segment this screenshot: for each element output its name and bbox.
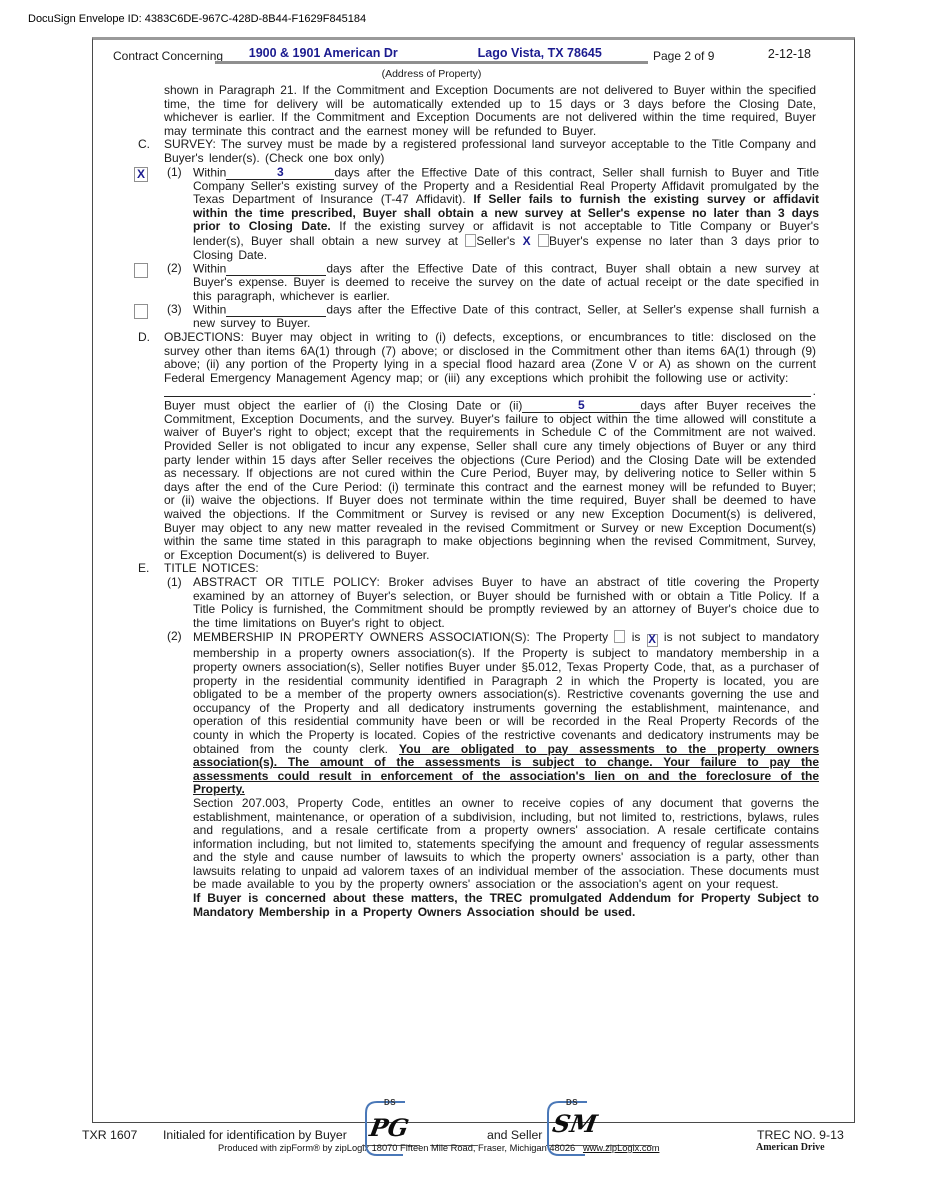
contract-body	[93, 84, 854, 919]
survey-option-3-number: (3)	[167, 302, 182, 317]
form-blank-field[interactable]: 5	[522, 399, 640, 413]
and-seller-text: and Seller	[487, 1128, 543, 1142]
survey-option-1-checkbox[interactable]: X	[134, 167, 148, 182]
american-drive-text: American Drive	[756, 1142, 825, 1153]
initialed-text: Initialed for identification by Buyer	[163, 1128, 347, 1142]
text-segment: Seller's	[476, 233, 523, 248]
survey-option-2	[93, 262, 854, 303]
section-c-survey	[93, 138, 854, 165]
survey-option-2-text	[193, 262, 819, 303]
page-header	[93, 46, 854, 67]
text-segment: days after the Effective Date of this contract, Seller, at Seller's expense shall furnish a new survey to Buyer.	[193, 302, 819, 331]
title-notice-2	[93, 630, 854, 919]
form-blank-field[interactable]	[226, 303, 326, 317]
section-d-paragraph-1: OBJECTIONS: Buyer may object in writing to (i) defects, exceptions, or encumbrances to title: disclosed on the survey other than items 6A(1) through (7) above; or disclosed in the Commitment other than items 6A(1) through (9) above; (ii) any portion of the Property lying in a special flood hazard area (Zone V or A) as shown on the current Federal Emergency Management Agency map; or (iii) any exceptions which prohibit the following use or activity:	[164, 329, 816, 385]
text-segment: Buyer must object the earlier of (i) the Closing Date or (ii)	[164, 398, 523, 413]
section-e-label: E.	[138, 561, 150, 576]
inline-checkbox[interactable]	[465, 234, 476, 247]
text-segment: Within	[193, 164, 227, 179]
title-notice-1-number: (1)	[167, 575, 182, 589]
ziplogix-link[interactable]: www.zipLogix.com	[582, 1143, 660, 1153]
section-e-heading: TITLE NOTICES:	[164, 561, 259, 576]
text-segment: is	[625, 630, 647, 645]
address-of-property-field[interactable]	[215, 46, 648, 64]
section-d-label: D.	[138, 329, 150, 344]
text-segment: days after Buyer receives the Commitment, Exception Documents, and the survey. Buyer's failure to object within the time allowed will constitute a waiver of Buyer's right to object; except that the requirements in Schedule C of the Commitment are not waived. Provided Seller is not obligated to incur any expense, Seller shall cure any timely objections of Buyer or any third party lender within 15 days after Seller receives the objections (Cure Period) and the Closing Date will be extended as necessary. If objections are not cured within the Cure Period, Buyer may, by delivering notice to Seller within 5 days after the end of the Cure Period: (i) terminate this contract and the earnest money will be refunded to Buyer; or (ii) waive the objections. If Buyer does not terminate within the time required, Buyer shall be deemed to have waived the objections. If the Commitment or Survey is revised or any new Exception Document(s) is delivered, Buyer may object to any new matter revealed in the revised Commitment or Survey or new Exception Document(s) within the same time stated in this paragraph to make objections beginning when the revised Commitment, Survey, or Exception Document(s) is delivered to Buyer.	[164, 398, 816, 562]
section-e-title-notices	[93, 562, 854, 576]
docusign-buyer-ds-label: DS	[384, 1098, 397, 1107]
title-notice-2-paragraph-2: Section 207.003, Property Code, entitles an owner to receive copies of any document that governs the establishment, maintenance, or operation of a subdivision, including, but not limited to, restrictions, bylaws, rules and regulations, and a resale certificate from a property owners' association. A resale certificate contains information including, but not limited to, statements specifying the amount and frequency of regular assessments and the style and cause number of lawsuits to which the property owners' association is a party, other than lawsuits relating to unpaid ad valorem taxes of an individual member of the association. These documents must be made available to you by the property owners' association or the association's agent on your request.	[193, 795, 819, 892]
text-segment: MEMBERSHIP IN PROPERTY OWNERS ASSOCIATION(S): The Property	[193, 630, 615, 645]
objections-blank-line[interactable]: .	[164, 385, 816, 399]
text-segment: X	[522, 233, 531, 248]
section-d-objections	[93, 331, 854, 563]
text-segment: is not subject to mandatory membership in a property owners association(s). If the Property is subject to mandatory membership in a property owners association(s), Seller notifies Buyer under §5.012, Texas Property Code, that, as a purchaser of property in the residential community identified in Paragraph 2 in which the Property is located, you are obligated to be a member of the property owners association(s). Restrictive covenants governing the use and occupancy of the Property and all dedicatory instruments governing the establishment, maintenance, and operation of this residential community have been or will be recorded in the Real Property Records of the county in which the Property is located. Copies of the restrictive covenants and dedicatory instruments may be obtained from the county clerk.	[193, 630, 819, 756]
title-notice-2-paragraph-1	[193, 630, 819, 797]
docusign-seller-ds-label: DS	[566, 1098, 579, 1107]
paragraph-commitment-continuation: shown in Paragraph 21. If the Commitment and Exception Documents are not delivered to Buyer within the specified time, the time for delivery will be automatically extended up to 15 days or 3 days before the Closing Date, whichever is earlier. If the Commitment and Exception Documents are not delivered within the time required, Buyer may terminate this contract and the earnest money will be refunded to Buyer.	[164, 83, 816, 138]
text-segment: Within	[193, 302, 227, 317]
text-segment: Buyer's expense no later than 3 days prior to Closing Date.	[193, 233, 819, 262]
inline-checkbox[interactable]	[538, 234, 549, 247]
inline-checkbox-checked[interactable]: X	[648, 634, 656, 647]
title-notice-2-paragraph-3: If Buyer is concerned about these matters, the TREC promulgated Addendum for Property Subject to Mandatory Membership in a Property Owners Association should be used.	[193, 891, 819, 919]
objections-blank-underline[interactable]	[164, 385, 811, 397]
seller-initials-signature[interactable]: SM	[550, 1109, 600, 1138]
section-d-paragraph-2	[164, 399, 816, 563]
survey-option-3	[93, 303, 854, 331]
text-segment	[531, 234, 538, 248]
text-segment: If Seller fails to furnish the existing survey or affidavit within the time prescribed, Buyer shall obtain a new survey at Seller's expense no later than 3 days prior to Closing Date.	[193, 192, 819, 234]
text-segment: Within	[193, 261, 227, 276]
survey-option-3-text	[193, 303, 819, 331]
survey-option-2-number: (2)	[167, 261, 182, 276]
text-segment: days after the Effective Date of this contract, Buyer shall obtain a new survey at Buyer's expense. Buyer is deemed to receive the survey on the date of actual receipt or the date specified in this paragraph, whichever is earlier.	[193, 261, 819, 303]
form-blank-field[interactable]: 3	[226, 166, 334, 180]
text-segment: days after the Effective Date of this contract, Seller shall furnish to Buyer and Title Company Seller's existing survey of the Property and a Residential Real Property Affidavit promulgated by the Texas Department of Insurance (T-47 Affidavit).	[193, 164, 819, 207]
title-notice-2-number: (2)	[167, 629, 182, 644]
survey-option-2-checkbox[interactable]	[134, 263, 148, 278]
contract-page	[92, 37, 855, 1123]
survey-option-1-number: (1)	[167, 164, 182, 179]
address-value-city[interactable]: Lago Vista, TX 78645	[477, 46, 602, 60]
trec-number: TREC NO. 9-13	[757, 1128, 844, 1142]
survey-option-3-checkbox[interactable]	[134, 304, 148, 319]
form-code: TXR 1607	[82, 1128, 138, 1142]
produced-by-text: Produced with zipForm® by zipLogix 18070 Fifteen Mile Road, Fraser, Michigan 48026 www.zipLogix.com	[218, 1143, 660, 1153]
inline-checkbox[interactable]	[614, 630, 625, 643]
docusign-envelope-id: DocuSign Envelope ID: 4383C6DE-967C-428D-8B44-F1629F845184	[28, 13, 367, 25]
page-number: Page 2 of 9	[653, 49, 715, 63]
buyer-initials-signature[interactable]: PG	[367, 1113, 412, 1142]
survey-option-1	[93, 166, 854, 263]
title-notice-1-text: ABSTRACT OR TITLE POLICY: Broker advises Buyer to have an abstract of title covering the Property examined by an attorney of Buyer's selection, or Buyer should be furnished with or obtain a Title Policy. If a Title Policy is furnished, the Commitment should be promptly reviewed by an attorney of Buyer's choice due to the time limitations on Buyer's right to object.	[193, 575, 819, 630]
address-caption: (Address of Property)	[381, 68, 482, 80]
text-segment: If the existing survey or affidavit is not acceptable to Title Company or Buyer's lender(s), Buyer shall obtain a new survey at	[193, 219, 819, 248]
address-value-street[interactable]: 1900 & 1901 American Dr	[248, 46, 398, 60]
text-segment: You are obligated to pay assessments to the property owners association(s). The amount of the assessments is subject to change. Your failure to pay the assessments could result in enforcement of the association's lien on and the foreclosure of the Property.	[193, 741, 820, 797]
title-notice-1	[93, 576, 854, 630]
survey-option-1-text	[193, 166, 819, 263]
form-revision-date: 2-12-18	[767, 47, 811, 61]
section-c-text: SURVEY: The survey must be made by a registered professional land surveyor acceptable to the Title Company and Buyer's lender(s). (Check one box only)	[164, 137, 816, 165]
section-c-label: C.	[138, 137, 150, 152]
form-blank-field[interactable]	[226, 262, 326, 276]
contract-concerning-label: Contract Concerning	[113, 49, 224, 63]
